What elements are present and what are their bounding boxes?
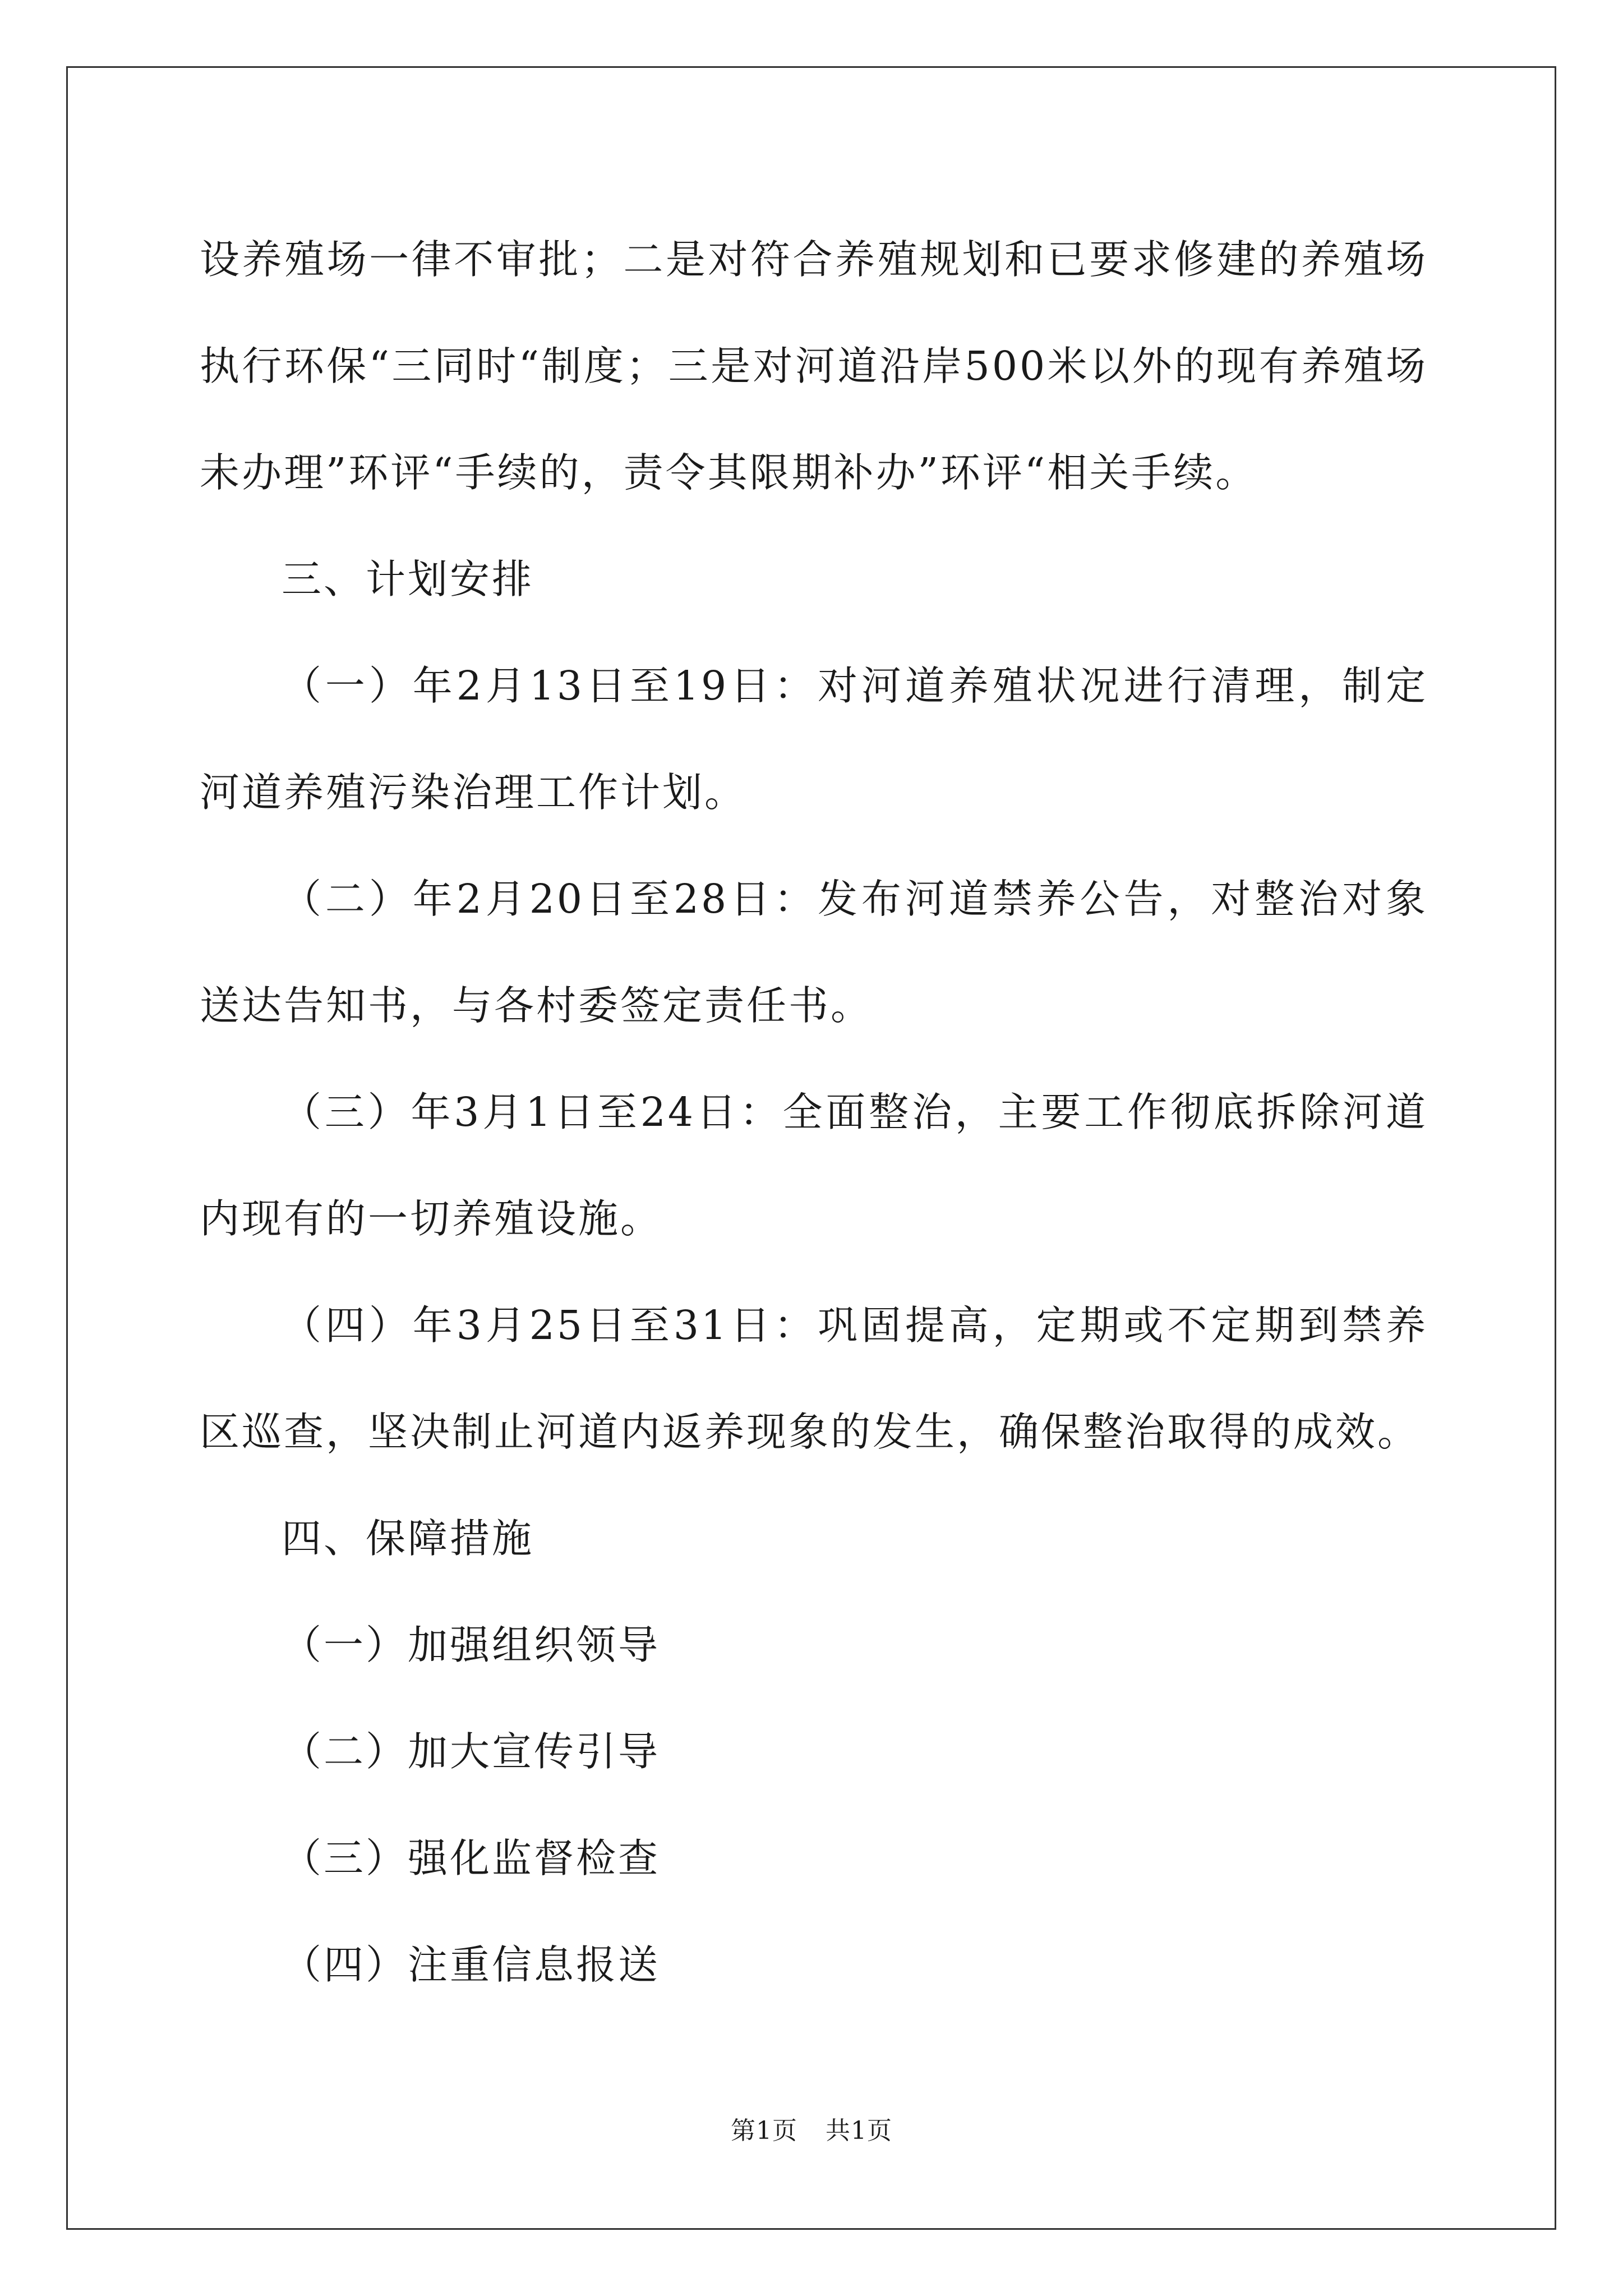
plan-item-4: （四）年3月25日至31日：巩固提高，定期或不定期到禁养区巡查，坚决制止河道内返养现象的发生，确保整治取得的成效。 bbox=[200, 1302, 1428, 1455]
plan-item-1: （一）年2月13日至19日：对河道养殖状况进行清理，制定河道养殖污染治理工作计划。 bbox=[200, 662, 1428, 816]
page-number-current: 第1页 bbox=[731, 2116, 797, 2145]
section-heading-plan: 三、计划安排 bbox=[282, 556, 534, 602]
section-heading-measures: 四、保障措施 bbox=[282, 1515, 534, 1562]
plan-item-2: （二）年2月20日至28日：发布河道禁养公告，对整治对象送达告知书，与各村委签定责任书。 bbox=[200, 876, 1428, 1029]
page-number-total: 共1页 bbox=[826, 2116, 892, 2145]
paragraph-1: 设养殖场一律不审批；二是对符合养殖规划和已要求修建的养殖场执行环保“三同时“制度；三是对河道沿岸500米以外的现有养殖场未办理”环评“手续的，责令其限期补办”环评“相关手续。 bbox=[200, 236, 1428, 496]
measure-item-3: （三）强化监督检查 bbox=[282, 1835, 661, 1881]
plan-item-3: （三）年3月1日至24日：全面整治，主要工作彻底拆除河道内现有的一切养殖设施。 bbox=[200, 1089, 1428, 1242]
page-footer bbox=[0, 2110, 1623, 2146]
measure-item-2: （二）加大宣传引导 bbox=[282, 1728, 661, 1775]
measure-item-1: （一）加强组织领导 bbox=[282, 1622, 661, 1668]
measure-item-4: （四）注重信息报送 bbox=[282, 1941, 661, 1988]
document-body bbox=[200, 206, 1428, 2018]
